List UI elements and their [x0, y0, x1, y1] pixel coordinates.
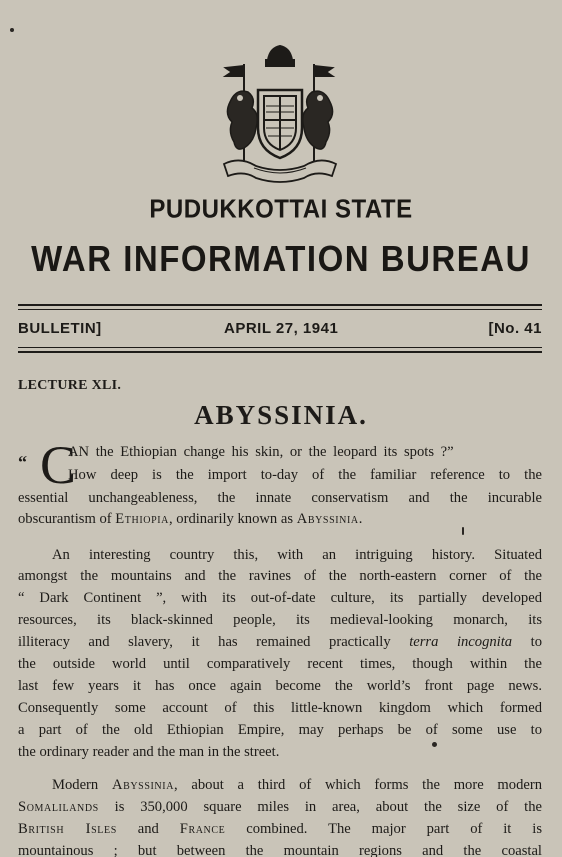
p2-line-8: Consequently some account of this little-known kingdom which formed — [18, 700, 542, 716]
bulletin-date: APRIL 27, 1941 — [224, 320, 339, 337]
state-crest-emblem — [210, 42, 355, 192]
p2-line-6: the outside world until comparatively recent times, though within the — [18, 656, 542, 672]
print-speck — [432, 742, 437, 747]
p3-line-1-a: Modern — [52, 777, 112, 793]
p2-line-3: “ Dark Continent ”, with its out-of-date culture, its partially developed — [18, 590, 542, 606]
p1-line-4-e: . — [358, 511, 363, 527]
p2-line-5 — [18, 631, 542, 653]
p3-line-2 — [18, 796, 542, 818]
masthead-state-name: PUDUKKOTTAI STATE — [149, 194, 413, 225]
print-speck — [462, 527, 464, 535]
p2-line-2: amongst the mountains and the ravines of the north-eastern corner of the — [18, 568, 542, 584]
p1-line-3: essential unchangeableness, the innate conservatism and the incurable — [18, 490, 542, 506]
p3-line-1-c: , about a third of which forms the more modern — [174, 777, 542, 793]
p2-line-1: An interesting country this, with an intriguing history. Situated — [52, 547, 542, 563]
p3-line-3 — [18, 818, 542, 840]
bulletin-number: [No. 41 — [488, 320, 542, 337]
p2-line-5-a: illiteracy and slavery, it has remained practically — [18, 634, 410, 650]
p3-line-3-d: combined. The major part of it is — [225, 821, 542, 837]
p1-ethiopia: Ethiopia — [115, 511, 169, 527]
p3-somalilands: Somalilands — [18, 799, 99, 815]
article-heading: ABYSSINIA. — [194, 400, 368, 430]
bulletin-info-row — [18, 318, 542, 342]
p1-abyssinia: Abyssinia — [296, 511, 359, 527]
p1-line-1-text: AN the Ethiopian change his skin, or the leopard its spots ?” — [68, 444, 454, 460]
bulletin-label: BULLETIN] — [18, 320, 102, 337]
p3-line-3-b: and — [116, 821, 180, 837]
divider-bottom-thin — [18, 347, 542, 348]
p3-line-1 — [52, 774, 542, 796]
masthead-bureau-name: WAR INFORMATION BUREAU — [31, 238, 531, 279]
p1-line-1 — [68, 441, 542, 463]
p3-line-2-b: is 350,000 square miles in area, about the size of the — [98, 799, 542, 815]
p2-line-5-c: to — [512, 634, 542, 650]
lecture-number: LECTURE XLI. — [18, 378, 122, 393]
divider-top-thick — [18, 304, 542, 306]
print-speck — [10, 28, 14, 32]
drop-cap-letter: C — [40, 435, 77, 495]
p2-terra-incognita: terra incognita — [409, 634, 513, 650]
p3-france: France — [179, 821, 226, 837]
p1-line-2: How deep is the import to-day of the familiar reference to the — [68, 467, 542, 483]
p1-line-4-c: , ordinarily known as — [169, 511, 297, 527]
p2-line-7: last few years it has once again become the world’s front page news. — [18, 678, 542, 694]
p2-line-10: the ordinary reader and the man in the street. — [18, 744, 280, 760]
divider-top-thin — [18, 309, 542, 310]
p1-line-4-a: obscurantism of — [18, 511, 116, 527]
p3-abyssinia: Abyssinia — [111, 777, 175, 793]
p3-line-4: mountainous ; but between the mountain regions and the coastal — [18, 843, 542, 857]
p2-line-4: resources, its black-skinned people, its medieval-looking monarch, its — [18, 612, 542, 628]
opening-quote-mark: “ — [18, 452, 27, 472]
p3-british-isles: British Isles — [18, 821, 117, 837]
divider-bottom-thick — [18, 351, 542, 353]
p2-line-9: a part of the old Ethiopian Empire, may perhaps be of some use to — [18, 722, 542, 738]
